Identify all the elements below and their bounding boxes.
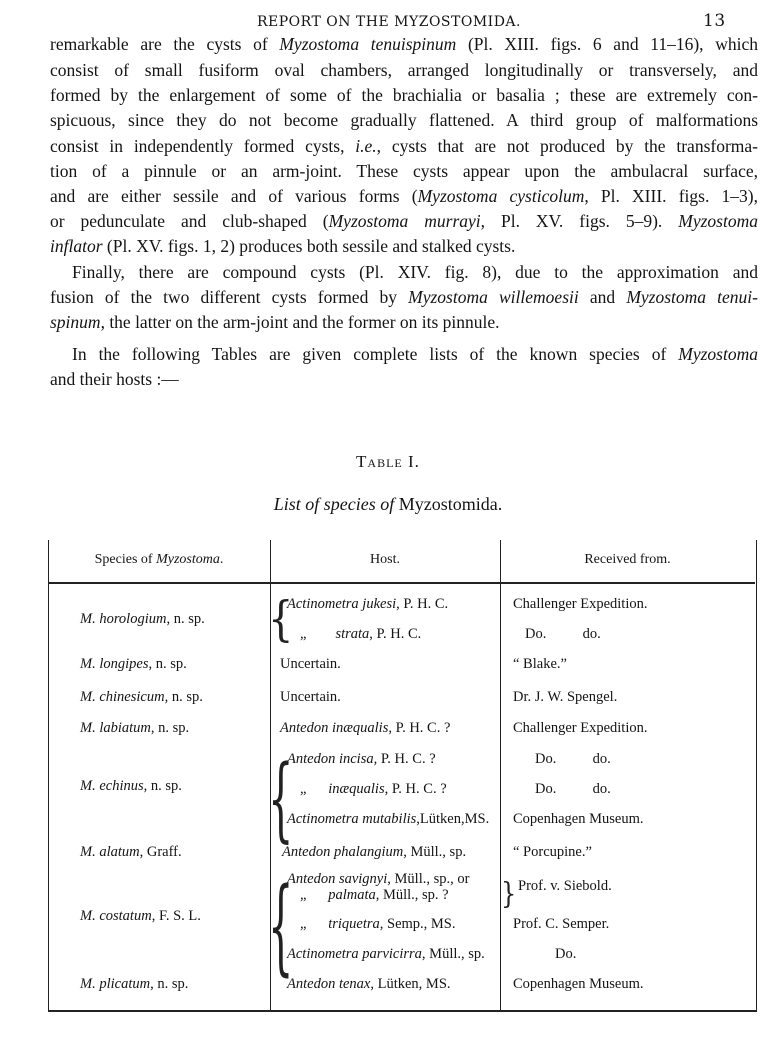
- received-cell: Do. do.: [535, 781, 611, 797]
- received-cell: “ Blake.”: [513, 656, 567, 672]
- text: Uncertain.: [280, 656, 341, 672]
- header-text: .: [219, 552, 224, 567]
- species-cell: [80, 778, 182, 795]
- text: „: [300, 626, 307, 642]
- header-species: [48, 552, 270, 568]
- text: consist of small fusiform oval chambers, arranged longitudinally or transversely, and: [50, 60, 758, 80]
- text: or pedunculate and club-shaped (: [50, 211, 329, 231]
- text: , n. sp.: [143, 778, 182, 794]
- italic-text: triquetra: [306, 916, 380, 932]
- table-title: Table I.: [356, 452, 420, 471]
- italic-text: Myzostoma willemoesii: [408, 287, 579, 307]
- italic-text: M. horologium: [80, 611, 167, 627]
- italic-text: spinum: [50, 312, 101, 332]
- text: , Müll., sp., or: [387, 871, 470, 887]
- text: tion of a pinnule or an arm-joint. These cysts appear upon the ambulacral surface,: [50, 161, 758, 181]
- text: , F. S. L.: [151, 908, 201, 924]
- text-line: [72, 344, 758, 364]
- text-line: [50, 312, 758, 332]
- received-cell: Prof. v. Siebold.: [518, 878, 612, 894]
- text: , Graff.: [139, 844, 182, 860]
- text-line: [50, 110, 758, 130]
- text: , Pl. XV. figs. 5–9).: [480, 211, 679, 231]
- host-cell: [300, 887, 449, 904]
- italic-text: Antedon phalangium: [282, 844, 404, 860]
- text: „: [300, 887, 307, 903]
- host-cell: [287, 946, 485, 963]
- italic-text: M. costatum: [80, 908, 152, 924]
- host-cell: [280, 720, 450, 737]
- text: , P. H. C. ?: [384, 781, 447, 797]
- text: (Pl. XIII. figs. 6 and 11–16), which: [456, 34, 758, 54]
- text: , Semp., MS.: [379, 916, 456, 932]
- text: , Müll., sp.: [403, 844, 467, 860]
- text: , P. H. C.: [396, 596, 449, 612]
- text: , n. sp.: [148, 656, 187, 672]
- text: „: [300, 916, 307, 932]
- text: , Lütken, MS.: [370, 976, 451, 992]
- received-cell: Prof. C. Semper.: [513, 916, 610, 932]
- italic-text: Myzostoma tenuispinum: [279, 34, 457, 54]
- italic-text: Antedon incisa: [287, 751, 374, 767]
- italic-text: Antedon tenax: [287, 976, 371, 992]
- received-cell: Do.: [555, 946, 577, 962]
- text-line: [50, 85, 758, 105]
- species-cell: [80, 976, 188, 993]
- species-cell: [80, 844, 182, 861]
- italic-text: Myzostoma tenui-: [626, 287, 758, 307]
- italic-text: M. echinus: [80, 778, 144, 794]
- text-line: [50, 287, 758, 307]
- italic-text: Antedon savignyi: [287, 871, 388, 887]
- text: (Pl. XV. figs. 1, 2) produces both sessile and stalked cysts.: [102, 236, 516, 256]
- text: , n. sp.: [150, 976, 189, 992]
- text: consist in independently formed cysts,: [50, 136, 356, 156]
- italic-text: M. labiatum: [80, 720, 151, 736]
- page-number: 13: [703, 11, 726, 31]
- text: and: [578, 287, 627, 307]
- received-cell: Copenhagen Museum.: [513, 976, 644, 992]
- text: , n. sp.: [150, 720, 190, 736]
- text: spicuous, since they do not become gradually flattened. A third group of malformations: [50, 110, 758, 130]
- text: , P. H. C.: [369, 626, 422, 642]
- text-line: [50, 161, 758, 181]
- text-line: [50, 136, 758, 156]
- host-cell: [287, 751, 436, 768]
- brace: {: [268, 747, 294, 853]
- text: , Müll., sp. ?: [375, 887, 449, 903]
- host-cell: [287, 596, 448, 613]
- text: Uncertain.: [280, 689, 341, 705]
- text: formed by the enlargement of some of the brachialia or basalia ; these are extremely con-: [50, 85, 758, 105]
- text: fusion of the two different cysts formed by: [50, 287, 409, 307]
- text: In the following Tables are given complete lists of the known species of: [72, 344, 679, 364]
- text: , n. sp.: [164, 689, 203, 705]
- italic-text: M. chinesicum: [80, 689, 165, 705]
- header-rule: [48, 582, 755, 584]
- received-cell: Challenger Expedition.: [513, 596, 648, 612]
- text: Finally, there are compound cysts (Pl. XIV. fig. 8), due to the approximation and: [72, 262, 758, 282]
- italic-text: Actinometra parvicirra: [287, 946, 422, 962]
- caption-plain: Myzostomida.: [394, 494, 503, 514]
- caption-italic: List of species of: [273, 494, 395, 514]
- italic-text: Myzostoma: [678, 211, 758, 231]
- text: , Pl. XIII. figs. 1–3),: [584, 186, 758, 206]
- text: „: [300, 781, 307, 797]
- host-cell: [287, 976, 451, 993]
- header-italic: Myzostoma: [156, 552, 220, 567]
- host-cell: [287, 871, 469, 888]
- text: and their hosts :—: [50, 369, 179, 389]
- text: remarkable are the cysts of: [50, 34, 280, 54]
- text: , n. sp.: [166, 611, 205, 627]
- italic-text: palmata: [306, 887, 376, 903]
- italic-text: Myzostoma cysticolum: [417, 186, 585, 206]
- header-host: Host.: [370, 552, 400, 567]
- received-cell: “ Porcupine.”: [513, 844, 592, 860]
- host-cell: [300, 916, 456, 933]
- received-cell: Challenger Expedition.: [513, 720, 648, 736]
- italic-text: inæqualis: [306, 781, 385, 797]
- text-line: [50, 369, 758, 389]
- text-line: [50, 211, 758, 231]
- text: , P. H. C. ?: [373, 751, 436, 767]
- species-cell: [80, 689, 203, 706]
- italic-text: Myzostoma: [678, 344, 758, 364]
- brace: }: [501, 877, 517, 911]
- species-cell: [80, 720, 189, 737]
- host-cell: [300, 626, 421, 643]
- italic-text: Myzostoma murrayi: [328, 211, 481, 231]
- header-received: Received from.: [584, 552, 671, 567]
- text: , Müll., sp.: [421, 946, 485, 962]
- header-text: Species of: [94, 552, 157, 567]
- text-line: [72, 262, 758, 282]
- host-cell: [300, 781, 447, 798]
- italic-text: strata: [306, 626, 370, 642]
- italic-text: Actinometra mutabilis: [287, 811, 417, 827]
- species-cell: [80, 908, 201, 925]
- text-line: [50, 60, 758, 80]
- table-caption: [0, 494, 776, 515]
- host-cell: [280, 689, 341, 706]
- running-header: REPORT ON THE MYZOSTOMIDA.: [257, 14, 521, 30]
- text: , P. H. C. ?: [388, 720, 451, 736]
- text: ,Lütken,MS.: [416, 811, 490, 827]
- received-cell: Do. do.: [535, 751, 611, 767]
- received-cell: Do. do.: [525, 626, 601, 642]
- column-divider: [500, 540, 501, 1010]
- brace: {: [268, 592, 294, 648]
- received-cell: Copenhagen Museum.: [513, 811, 644, 827]
- italic-text: M. longipes: [80, 656, 149, 672]
- species-cell: [80, 611, 205, 628]
- host-cell: [282, 844, 466, 861]
- italic-text: M. alatum: [80, 844, 140, 860]
- text-line: [50, 34, 758, 54]
- italic-text: i.e.: [355, 136, 377, 156]
- italic-text: M. plicatum: [80, 976, 151, 992]
- text: and are either sessile and of various forms (: [50, 186, 418, 206]
- italic-text: Actinometra jukesi: [287, 596, 397, 612]
- brace: {: [268, 868, 294, 988]
- species-cell: [80, 656, 187, 673]
- italic-text: inflator: [50, 236, 103, 256]
- text-line: [50, 236, 758, 256]
- text: , the latter on the arm-joint and the former on its pinnule.: [100, 312, 500, 332]
- received-cell: Dr. J. W. Spengel.: [513, 689, 618, 705]
- host-cell: [280, 656, 341, 673]
- host-cell: [287, 811, 489, 828]
- italic-text: Antedon inæqualis: [280, 720, 389, 736]
- text-line: [50, 186, 758, 206]
- text: , cysts that are not produced by the transforma-: [376, 136, 758, 156]
